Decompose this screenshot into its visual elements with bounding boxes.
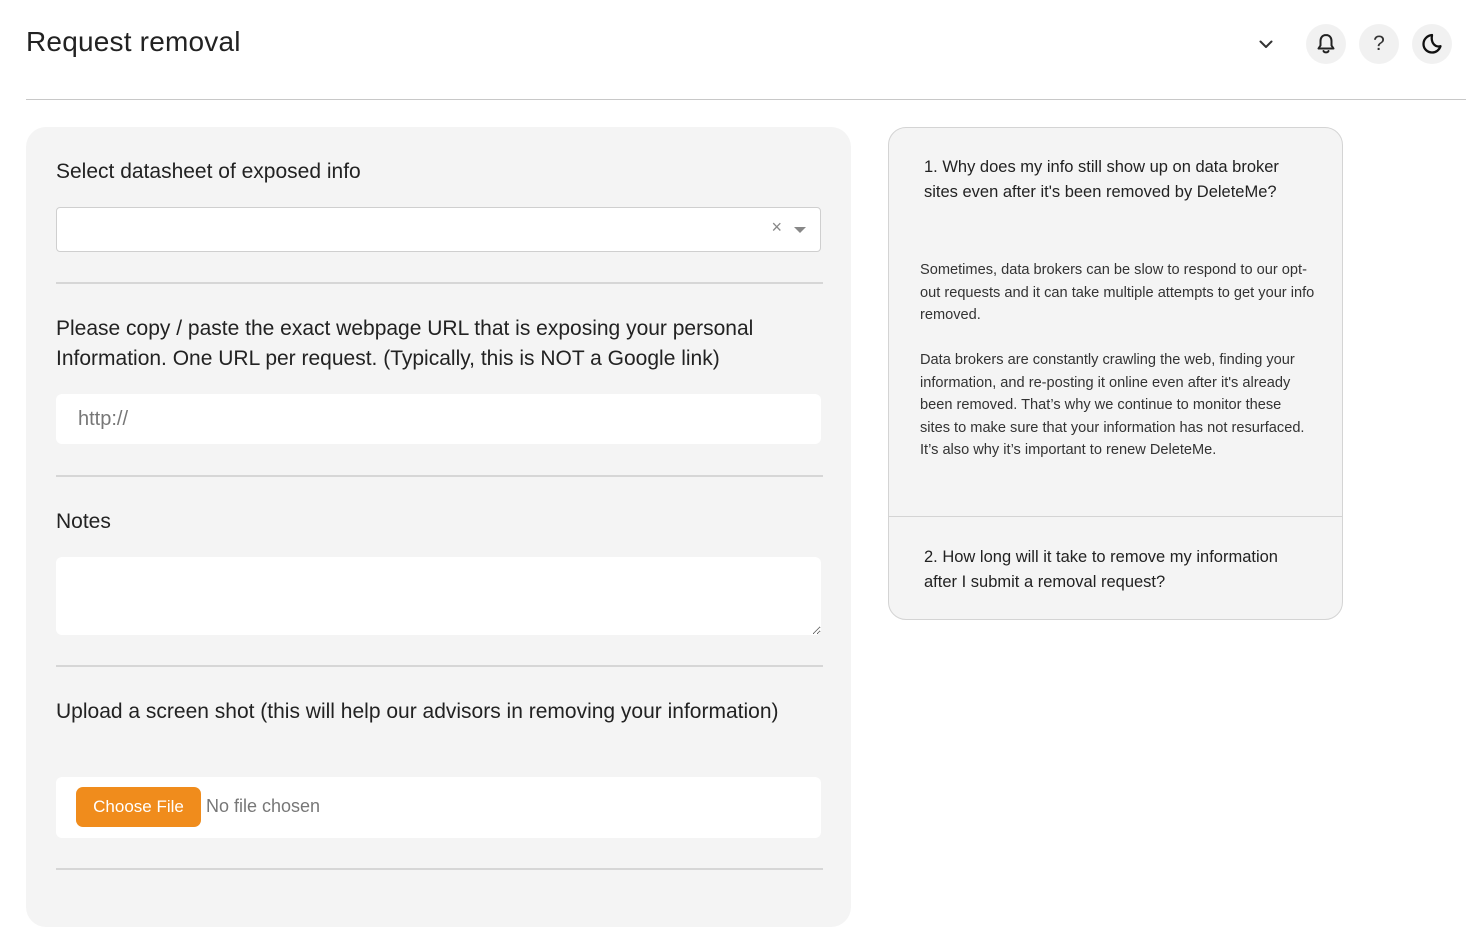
datasheet-select[interactable] xyxy=(56,207,821,252)
chevron-down-icon xyxy=(1259,40,1273,49)
section-divider xyxy=(56,868,823,870)
section-divider xyxy=(56,475,823,477)
dark-mode-toggle[interactable] xyxy=(1412,24,1452,64)
choose-file-button[interactable]: Choose File xyxy=(76,787,201,827)
notes-textarea[interactable] xyxy=(56,557,821,635)
url-input[interactable] xyxy=(56,394,821,444)
faq-divider xyxy=(889,516,1342,517)
faq-question-1[interactable]: 1. Why does my info still show up on data broker sites even after it's been removed by DeleteMe? xyxy=(924,158,1279,201)
section-divider xyxy=(56,282,823,284)
datasheet-label: Select datasheet of exposed info xyxy=(56,160,361,183)
screenshot-upload-field[interactable] xyxy=(56,777,821,838)
bell-icon xyxy=(1316,33,1336,55)
clear-icon[interactable]: × xyxy=(771,217,782,237)
page-header xyxy=(26,0,1466,100)
upload-label: Upload a screen shot (this will help our advisors in removing your information) xyxy=(56,700,779,723)
faq-question-2[interactable]: 2. How long will it take to remove my information after I submit a removal request? xyxy=(924,548,1278,591)
account-menu-chevron[interactable] xyxy=(1256,34,1276,54)
caret-down-icon[interactable] xyxy=(794,227,806,233)
removal-request-form xyxy=(26,127,851,927)
file-status-text: No file chosen xyxy=(206,796,321,816)
faq-panel xyxy=(888,127,1343,620)
page-title: Request removal xyxy=(26,26,241,57)
notifications-button[interactable] xyxy=(1306,24,1346,64)
section-divider xyxy=(56,665,823,667)
faq-answer-1-paragraph-1: Sometimes, data brokers can be slow to respond to our opt-out requests and it can take multiple attempts to get your info removed. xyxy=(920,262,1315,323)
url-label: Please copy / paste the exact webpage URL that is exposing your personal Information. One URL per request. (Typically, this is NOT a Google link) xyxy=(56,317,754,370)
moon-icon xyxy=(1421,33,1443,55)
faq-answer-1-paragraph-2: Data brokers are constantly crawling the web, finding your information, and re-posting it online even after it's already been removed. That’s why we continue to monitor these sites to make sure that your information has not resurfaced. It’s also why it’s important to renew DeleteMe. xyxy=(920,352,1305,458)
notes-label: Notes xyxy=(56,510,111,533)
help-icon: ? xyxy=(1373,32,1385,55)
help-button[interactable] xyxy=(1359,24,1399,64)
